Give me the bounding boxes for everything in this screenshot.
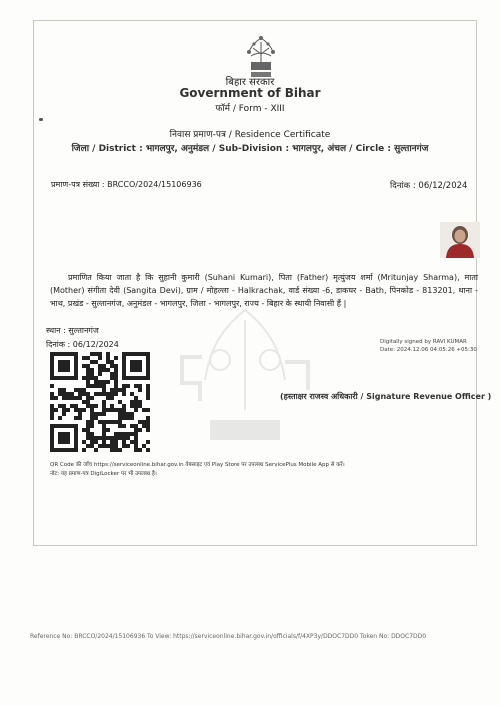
issue-place: स्थान : सुल्तानगंज — [46, 326, 99, 335]
issue-date: दिनांक : 06/12/2024 — [46, 340, 119, 349]
certificate-number: प्रमाण-पत्र संख्या : BRCCO/2024/15106936 — [51, 180, 202, 189]
state-name-english: Government of Bihar — [179, 86, 321, 100]
certificate-title: निवास प्रमाण-पत्र / Residence Certificate — [169, 130, 331, 140]
form-number: फॉर्म / Form - XIII — [215, 104, 285, 114]
page-mark — [39, 118, 43, 121]
qr-verification-note: QR Code की जाँच https://serviceonline.bihar.gov.in वेबसाइट एवं Play Store पर उपलब्ध ServicePlus Mobile App से करें। — [50, 462, 345, 468]
applicant-photo — [440, 222, 480, 258]
signature-label: (हस्ताक्षर राजस्व अधिकारी / Signature Revenue Officer ) — [280, 392, 492, 401]
digital-signature-name: Digitally signed by RAVI KUMAR — [380, 339, 467, 345]
digital-signature-date: Date: 2024.12.06 04:05:26 +05:30 — [380, 347, 477, 353]
state-name-hindi: बिहार सरकार — [225, 77, 275, 88]
reference-footer: Reference No: BRCCO/2024/15106936 To View: https://serviceonline.bihar.gov.in/officials/f/4XP3y/DDOC7DD0 Token No: DDOC7DD0 — [30, 633, 427, 640]
digilocker-note: नोट: यह प्रमाण-पत्र DigiLocker पर भी उपलब्ध है। — [50, 471, 157, 477]
watermark-icon — [170, 300, 320, 460]
jurisdiction-line: जिला / District : भागलपुर, अनुमंडल / Sub-Division : भागलपुर, अंचल / Circle : सुल्तानगंज — [71, 144, 429, 154]
certificate-body: प्रमाणित किया जाता है कि सुहानी कुमारी (Suhani Kumari), पिता (Father) मृत्युंजय शर्मा (Mritunjay Sharma), माता (Mother) संगीता देवी (Sangita Devi), ग्राम / मोहल्ला - Halkrachak, वार्ड संख्या -6, डाकघर - Bath, पिनकोड - 813201, थाना - भाथ, प्रखंड - सुल्तानगंज, अनुमंडल - भागलपुर, जिला - भागलपुर, राज्य - बिहार के स्थायी निवासी हैं | — [50, 273, 478, 308]
certificate-date: दिनांक : 06/12/2024 — [390, 181, 468, 191]
qr-code-icon — [50, 352, 150, 452]
